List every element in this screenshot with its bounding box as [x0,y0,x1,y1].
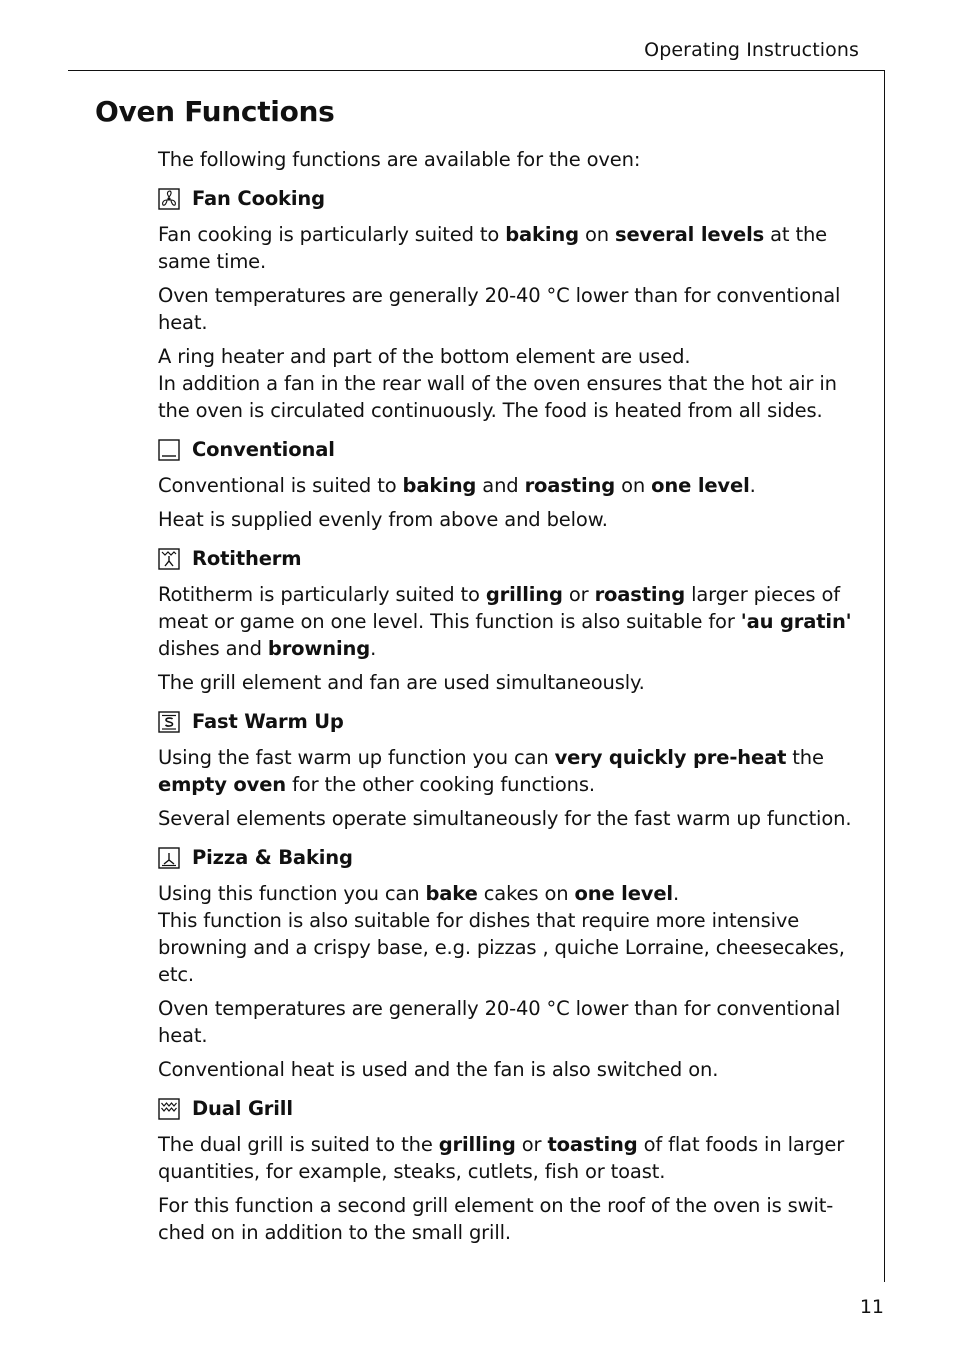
running-header: Operating Instructions [644,39,859,61]
section-title: Dual Grill [192,1097,293,1120]
body-text: . [370,637,377,660]
body-text: dishes and [158,637,268,660]
emphasis-text: one level [574,882,673,905]
section-rotitherm [158,545,858,696]
body-text: on [615,474,652,497]
body-text: Oven temperatures are generally 20-40 °C lower than for conventional heat. [158,997,841,1047]
body-text: Several elements operate simultaneously for the fast warm up function. [158,807,852,830]
body-text: Conventional heat is used and the fan is also switched on. [158,1058,719,1081]
body-text: for the other cooking functions. [286,773,595,796]
section-paragraph [158,282,858,336]
section-paragraph [158,880,858,988]
section-title: Fan Cooking [192,187,325,210]
body-text: at the same time. [158,223,828,273]
body-text: Conventional is suited to [158,474,403,497]
section-heading [158,545,858,572]
section-paragraph [158,805,858,832]
section-heading [158,844,858,871]
body-text: or [515,1133,548,1156]
body-text: Using this function you can [158,882,426,905]
section-paragraph [158,506,858,533]
section-paragraph [158,343,858,424]
body-text: Rotitherm is particularly suited to [158,583,486,606]
fan-cooking-icon [158,188,180,210]
conventional-icon [158,439,180,461]
emphasis-text: one level [651,474,750,497]
body-text: or [562,583,595,606]
body-text: Fan cooking is particularly suited to [158,223,506,246]
section-heading [158,708,858,735]
section-heading [158,1095,858,1122]
body-text: A ring heater and part of the bottom element are used. [158,345,691,368]
section-paragraph [158,221,858,275]
emphasis-text: toasting [547,1133,638,1156]
section-dual-grill [158,1095,858,1246]
section-paragraph [158,1192,858,1246]
body-text: In addition a fan in the rear wall of the oven ensures that the hot air in the oven is circulated continuously. The food is heated from all sides. [158,372,837,422]
emphasis-text: bake [425,882,478,905]
body-text: This function is also suitable for dishes that require more intensive browning and a crispy base, e.g. pizzas , quiche Lorraine, cheesecakes, etc. [158,909,845,986]
section-paragraph [158,744,858,798]
body-text: Heat is supplied evenly from above and below. [158,508,608,531]
emphasis-text: grilling [438,1133,516,1156]
section-pizza-and-baking [158,844,858,1083]
section-conventional [158,436,858,533]
main-content [158,146,858,1253]
emphasis-text: roasting [524,474,616,497]
body-text: . [672,882,680,905]
emphasis-text: baking [505,223,579,246]
fast-warm-up-icon [158,711,180,733]
body-text: . [749,474,756,497]
section-heading [158,185,858,212]
margin-rule [884,70,885,1282]
emphasis-text: roasting [594,583,686,606]
section-paragraph [158,581,858,662]
section-paragraph [158,1131,858,1185]
section-paragraph [158,669,858,696]
body-text: The dual grill is suited to the [158,1133,439,1156]
body-text: cakes on [477,882,575,905]
dual-grill-icon [158,1098,180,1120]
emphasis-text: browning [267,637,371,660]
section-title: Rotitherm [192,547,302,570]
body-text: the [786,746,824,769]
section-paragraph [158,472,858,499]
page-title: Oven Functions [95,95,335,128]
section-title: Fast Warm Up [192,710,344,733]
body-text: ched on in addition to the small grill. [158,1221,511,1244]
rotitherm-icon [158,548,180,570]
emphasis-text: very quickly pre-heat [554,746,787,769]
header-rule [68,70,885,71]
intro-paragraph: The following functions are available for the oven: [158,148,641,171]
pizza-baking-icon [158,847,180,869]
body-text: Oven temperatures are generally 20-40 °C lower than for conventional heat. [158,284,841,334]
section-heading [158,436,858,463]
section-paragraph [158,995,858,1049]
emphasis-text: baking [402,474,477,497]
section-fan-cooking [158,185,858,424]
body-text: of flat foods in larger quantities, for example, steaks, cutlets, fish or toast. [158,1133,845,1183]
section-fast-warm-up [158,708,858,832]
body-text: larger pieces of meat or game on one level. This function is also suitable for [158,583,840,633]
emphasis-text: grilling [485,583,563,606]
emphasis-text: empty oven [158,773,287,796]
body-text: and [476,474,525,497]
emphasis-text: 'au gratin' [740,610,852,633]
section-title: Conventional [192,438,335,461]
section-title: Pizza & Baking [192,846,353,869]
section-paragraph [158,1056,858,1083]
body-text: The grill element and fan are used simultaneously. [158,671,645,694]
body-text: Using the fast warm up function you can [158,746,555,769]
page-number: 11 [859,1296,884,1318]
emphasis-text: several levels [615,223,765,246]
function-list [158,185,858,1246]
body-text: on [578,223,616,246]
body-text: For this function a second grill element on the roof of the oven is swit- [158,1194,834,1217]
